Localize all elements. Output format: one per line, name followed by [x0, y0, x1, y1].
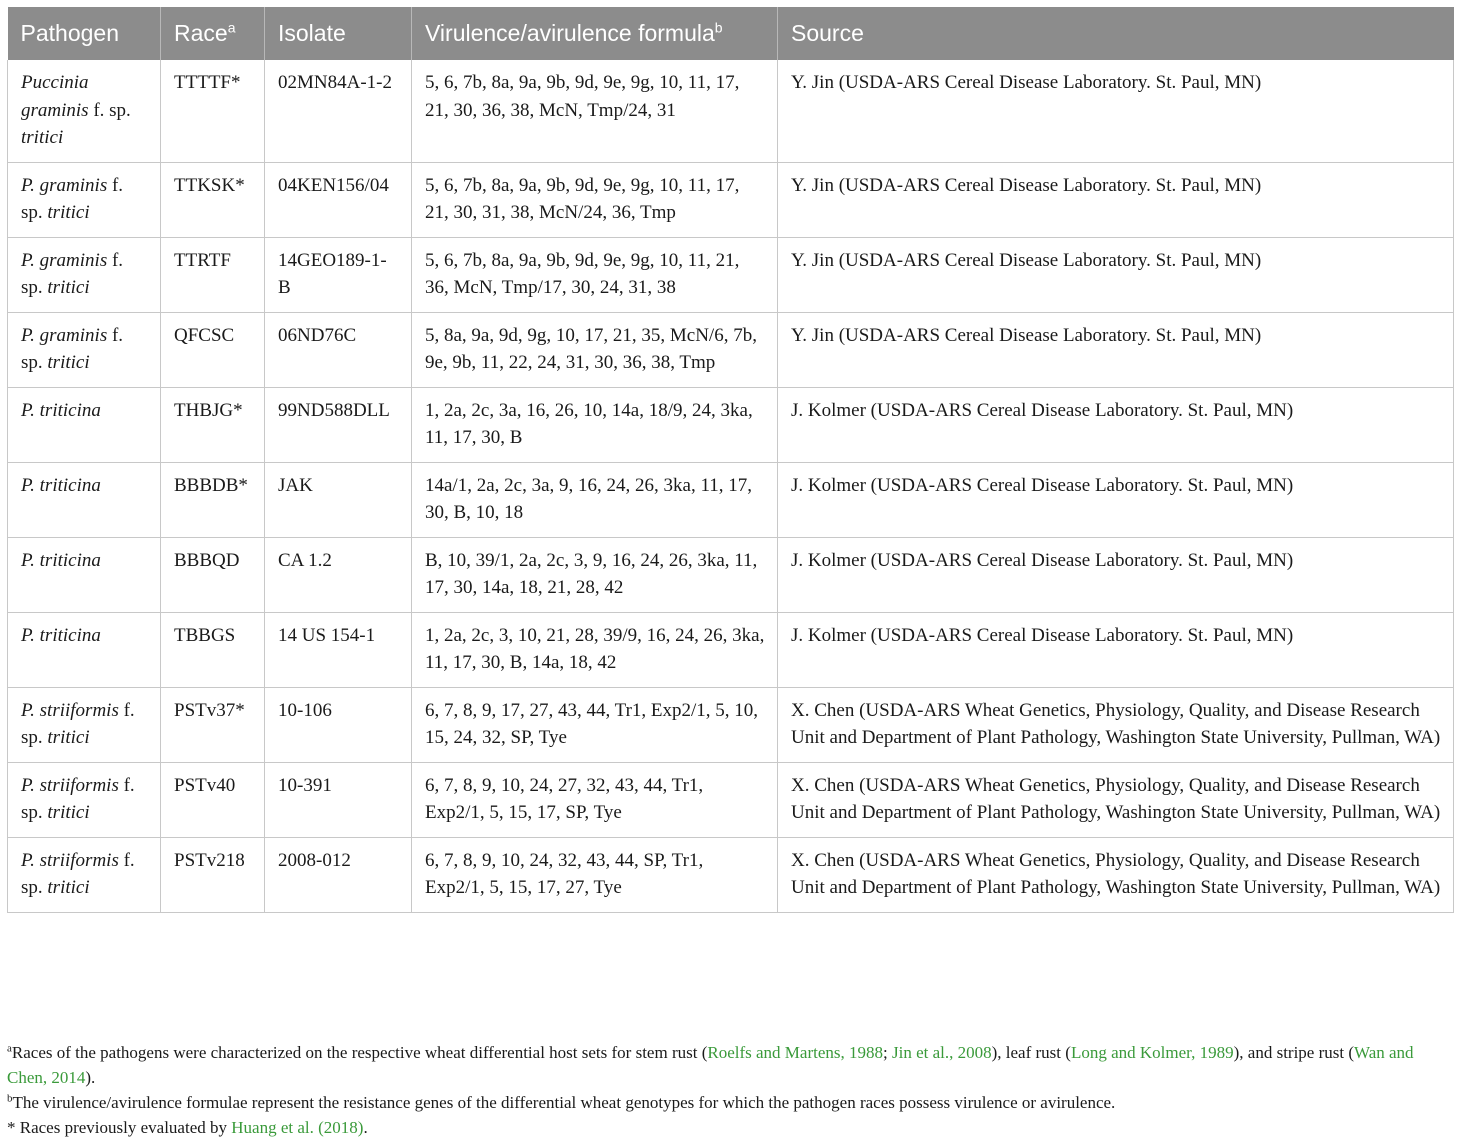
pathogen-cell: P. striiformis f. sp. tritici	[8, 837, 161, 912]
race-cell: TTTTF*	[161, 60, 265, 162]
isolate-cell: 10-391	[265, 762, 412, 837]
ref-jin[interactable]: Jin et al., 2008	[891, 1043, 992, 1062]
table-row	[8, 612, 1454, 687]
race-cell: PSTv218	[161, 837, 265, 912]
isolate-cell: 99ND588DLL	[265, 387, 412, 462]
table-row	[8, 387, 1454, 462]
isolate-cell: 04KEN156/04	[265, 162, 412, 237]
table-row	[8, 837, 1454, 912]
header-isolate: Isolate	[265, 7, 412, 60]
footnote-a: $^a$Races of the pathogens were characterized on the respective wheat differential host sets for stem rust (Roelfs and Martens, 1988; Jin et al., 2008), leaf rust (Long and Kolmer, 1989), and stripe rust (Wan and Chen, 2014).	[7, 1042, 1414, 1087]
ref-long-kolmer[interactable]: Long and Kolmer, 1989	[1070, 1043, 1234, 1062]
header-formula: Virulence/avirulence formula$^b$	[412, 7, 778, 60]
isolate-cell: 06ND76C	[265, 312, 412, 387]
formula-cell: 5, 6, 7b, 8a, 9a, 9b, 9d, 9e, 9g, 10, 11, 21, 36, McN, Tmp/17, 30, 24, 31, 38	[412, 237, 778, 312]
formula-cell: 5, 8a, 9a, 9d, 9g, 10, 17, 21, 35, McN/6, 7b, 9e, 9b, 11, 22, 24, 31, 30, 36, 38, Tmp	[412, 312, 778, 387]
footnote-c: * Races previously evaluated by Huang et al. (2018).	[7, 1118, 368, 1137]
source-cell: X. Chen (USDA-ARS Wheat Genetics, Physiology, Quality, and Disease Research Unit and Department of Plant Pathology, Washington State University, Pullman, WA)	[778, 837, 1454, 912]
race-cell: PSTv37*	[161, 687, 265, 762]
ref-roelfs-martens[interactable]: Roelfs and Martens, 1988	[707, 1043, 883, 1062]
formula-cell: 6, 7, 8, 9, 17, 27, 43, 44, Tr1, Exp2/1, 5, 10, 15, 24, 32, SP, Tye	[412, 687, 778, 762]
formula-cell: 6, 7, 8, 9, 10, 24, 32, 43, 44, SP, Tr1, Exp2/1, 5, 15, 17, 27, Tye	[412, 837, 778, 912]
formula-cell: 1, 2a, 2c, 3, 10, 21, 28, 39/9, 16, 24, 26, 3ka, 11, 17, 30, B, 14a, 18, 42	[412, 612, 778, 687]
table-row	[8, 762, 1454, 837]
pathogen-cell: Puccinia graminis f. sp. tritici	[8, 60, 161, 162]
formula-cell: 6, 7, 8, 9, 10, 24, 27, 32, 43, 44, Tr1, Exp2/1, 5, 15, 17, SP, Tye	[412, 762, 778, 837]
header-source: Source	[778, 7, 1454, 60]
header-formula-sup: b	[714, 19, 723, 36]
table-row	[8, 237, 1454, 312]
isolate-cell: JAK	[265, 462, 412, 537]
ref-wan-chen[interactable]: Wan and Chen, 2014	[7, 1043, 1414, 1087]
isolate-cell: 2008-012	[265, 837, 412, 912]
race-cell: TTRTF	[161, 237, 265, 312]
isolate-cell: 14 US 154-1	[265, 612, 412, 687]
pathogen-cell: P. graminis f. sp. tritici	[8, 162, 161, 237]
isolate-cell: 02MN84A-1-2	[265, 60, 412, 162]
source-cell: J. Kolmer (USDA-ARS Cereal Disease Laboratory. St. Paul, MN)	[778, 462, 1454, 537]
formula-cell: 5, 6, 7b, 8a, 9a, 9b, 9d, 9e, 9g, 10, 11, 17, 21, 30, 31, 38, McN/24, 36, Tmp	[412, 162, 778, 237]
table-row	[8, 462, 1454, 537]
isolate-cell: 14GEO189-1-B	[265, 237, 412, 312]
source-cell: Y. Jin (USDA-ARS Cereal Disease Laboratory. St. Paul, MN)	[778, 237, 1454, 312]
isolate-cell: 10-106	[265, 687, 412, 762]
formula-cell: B, 10, 39/1, 2a, 2c, 3, 9, 16, 24, 26, 3ka, 11, 17, 30, 14a, 18, 21, 28, 42	[412, 537, 778, 612]
source-cell: Y. Jin (USDA-ARS Cereal Disease Laboratory. St. Paul, MN)	[778, 312, 1454, 387]
footnotes	[7, 1040, 1453, 1140]
pathogen-cell: P. striiformis f. sp. tritici	[8, 762, 161, 837]
header-race: Race$^a$	[161, 7, 265, 60]
pathogen-cell: P. graminis f. sp. tritici	[8, 237, 161, 312]
formula-cell: 14a/1, 2a, 2c, 3a, 9, 16, 24, 26, 3ka, 11, 17, 30, B, 10, 18	[412, 462, 778, 537]
isolate-cell: CA 1.2	[265, 537, 412, 612]
pathogen-cell: P. triticina	[8, 612, 161, 687]
race-cell: BBBQD	[161, 537, 265, 612]
pathogen-cell: P. triticina	[8, 387, 161, 462]
race-cell: BBBDB*	[161, 462, 265, 537]
race-cell: THBJG*	[161, 387, 265, 462]
formula-cell: 5, 6, 7b, 8a, 9a, 9b, 9d, 9e, 9g, 10, 11, 17, 21, 30, 36, 38, McN, Tmp/24, 31	[412, 60, 778, 162]
race-cell: PSTv40	[161, 762, 265, 837]
table-row	[8, 60, 1454, 162]
ref-huang[interactable]: Huang et al. (2018)	[231, 1118, 364, 1137]
header-pathogen: Pathogen	[8, 7, 161, 60]
formula-cell: 1, 2a, 2c, 3a, 16, 26, 10, 14a, 18/9, 24, 3ka, 11, 17, 30, B	[412, 387, 778, 462]
table-row	[8, 312, 1454, 387]
race-cell: TBBGS	[161, 612, 265, 687]
source-cell: Y. Jin (USDA-ARS Cereal Disease Laboratory. St. Paul, MN)	[778, 60, 1454, 162]
source-cell: J. Kolmer (USDA-ARS Cereal Disease Laboratory. St. Paul, MN)	[778, 612, 1454, 687]
source-cell: X. Chen (USDA-ARS Wheat Genetics, Physiology, Quality, and Disease Research Unit and Department of Plant Pathology, Washington State University, Pullman, WA)	[778, 762, 1454, 837]
source-cell: J. Kolmer (USDA-ARS Cereal Disease Laboratory. St. Paul, MN)	[778, 537, 1454, 612]
pathogen-table	[7, 7, 1454, 913]
table-row	[8, 537, 1454, 612]
race-cell: TTKSK*	[161, 162, 265, 237]
footnote-b: $^b$The virulence/avirulence formulae represent the resistance genes of the differential wheat genotypes for which the pathogen races possess virulence or avirulence.	[7, 1092, 1116, 1112]
race-cell: QFCSC	[161, 312, 265, 387]
source-cell: Y. Jin (USDA-ARS Cereal Disease Laboratory. St. Paul, MN)	[778, 162, 1454, 237]
header-race-sup: a	[227, 19, 236, 36]
table-row	[8, 687, 1454, 762]
pathogen-cell: P. graminis f. sp. tritici	[8, 312, 161, 387]
source-cell: J. Kolmer (USDA-ARS Cereal Disease Laboratory. St. Paul, MN)	[778, 387, 1454, 462]
pathogen-cell: P. triticina	[8, 462, 161, 537]
table-row	[8, 162, 1454, 237]
pathogen-cell: P. striiformis f. sp. tritici	[8, 687, 161, 762]
source-cell: X. Chen (USDA-ARS Wheat Genetics, Physiology, Quality, and Disease Research Unit and Department of Plant Pathology, Washington State University, Pullman, WA)	[778, 687, 1454, 762]
header-row	[8, 7, 1454, 60]
pathogen-cell: P. triticina	[8, 537, 161, 612]
